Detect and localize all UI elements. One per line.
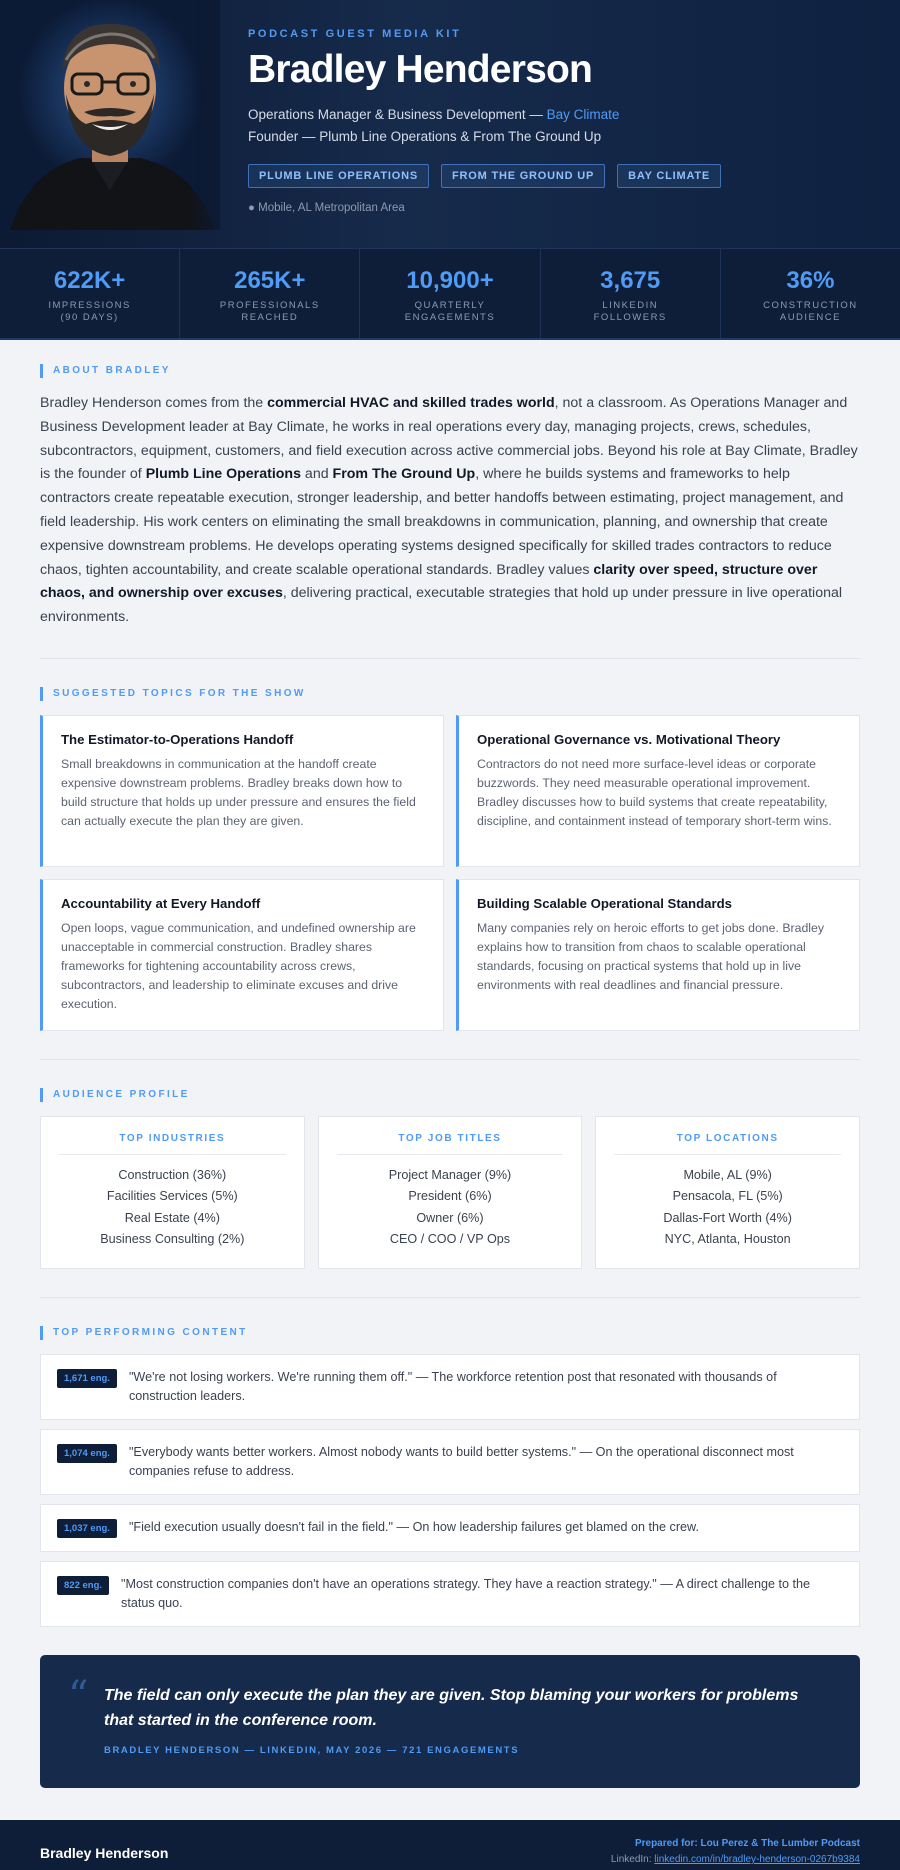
stat-construction-audience (721, 249, 900, 338)
post-item (40, 1561, 860, 1627)
stat-value: 265K+ (234, 267, 306, 294)
audience-section-title: AUDIENCE PROFILE (40, 1088, 860, 1102)
stat-value: 622K+ (53, 267, 126, 294)
guest-location: ● Mobile, AL Metropolitan Area (248, 202, 405, 214)
pull-quote (40, 1655, 860, 1788)
topic-title: Operational Governance vs. Motivational Theory (477, 731, 781, 747)
engagement-badge: 1,671 eng. (57, 1369, 117, 1388)
topic-body: Contractors do not need more surface-level ideas or corporate buzzwords. They need measurable operational improvement. Bradley discusses how to build systems that create repeatability, discipline, and containment instead of temporary short-term wins. (477, 756, 832, 828)
topics-section-title: SUGGESTED TOPICS FOR THE SHOW (40, 687, 860, 701)
audience-card-locations (595, 1116, 860, 1269)
linkedin-link[interactable]: linkedin.com/in/bradley-henderson-0267b9384 (654, 1854, 860, 1865)
hero-text (248, 28, 860, 214)
founder-line: Founder — Plumb Line Operations & From The Ground Up (248, 129, 602, 144)
audience-item: President (6%) (408, 1189, 492, 1204)
stat-followers (541, 249, 721, 338)
stat-label: PROFESSIONALS REACHED (219, 300, 320, 323)
topic-card (40, 715, 444, 867)
audience-card-title: TOP INDUSTRIES (59, 1133, 286, 1155)
footer (0, 1820, 900, 1870)
audience-item: CEO / COO / VP Ops (389, 1232, 511, 1247)
audience-item: Dallas-Fort Worth (4%) (663, 1210, 792, 1225)
bio-highlight: From The Ground Up (332, 466, 476, 483)
audience-item: Pensacola, FL (5%) (672, 1189, 783, 1204)
stat-value: 36% (786, 267, 835, 294)
quote-text: The field can only execute the plan they are given. Stop blaming your workers for problems that started in the conference room. (104, 1686, 799, 1729)
engagement-badge: 1,074 eng. (57, 1444, 117, 1463)
post-text: "Field execution usually doesn't fail in the field." — On how leadership failures get blamed on the crew. (128, 1519, 699, 1534)
stat-label: LINKEDIN FOLLOWERS (593, 300, 667, 323)
hero-banner (0, 0, 900, 248)
stat-impressions (0, 249, 180, 338)
section-divider (40, 658, 860, 659)
stat-label: CONSTRUCTION AUDIENCE (763, 300, 858, 323)
company-tags (248, 164, 860, 188)
audience-item: Real Estate (4%) (124, 1210, 220, 1225)
quote-attribution: BRADLEY HENDERSON — LINKEDIN, MAY 2026 — 721 ENGAGEMENTS (104, 1744, 520, 1756)
tag-from-the-ground-up: FROM THE GROUND UP (441, 164, 605, 188)
stat-label: QUARTERLY ENGAGEMENTS (404, 300, 496, 323)
topic-title: Building Scalable Operational Standards (477, 895, 733, 911)
stat-value: 10,900+ (406, 267, 494, 294)
stats-bar (0, 248, 900, 340)
audience-item: Facilities Services (5%) (106, 1189, 238, 1204)
topic-card (456, 879, 860, 1031)
audience-item: Project Manager (9%) (388, 1167, 512, 1182)
post-item (40, 1354, 860, 1420)
stat-engagements (360, 249, 540, 338)
post-text: "Most construction companies don't have an operations strategy. They have a reaction strategy." — A direct challenge to the status quo. (121, 1576, 811, 1610)
post-text: "We're not losing workers. We're running them off." — The workforce retention post that resonated with thousands of construction leaders. (128, 1369, 777, 1403)
topic-title: The Estimator-to-Operations Handoff (61, 731, 294, 747)
role-company: Bay Climate (546, 107, 620, 122)
bio-highlight: commercial HVAC and skilled trades world (267, 395, 555, 411)
topic-body: Open loops, vague communication, and undefined ownership are unacceptable in commercial construction. Bradley shares frameworks for tightening accountability across crews, subcontractors, and leadership to eliminate excuses and drive execution. (61, 920, 416, 1011)
posts-list (40, 1354, 860, 1627)
audience-card-industries (40, 1116, 305, 1269)
prepared-for: Prepared for: Lou Perez & The Lumber Podcast (634, 1838, 860, 1849)
audience-item: Construction (36%) (118, 1167, 227, 1182)
linkedin-line (611, 1854, 860, 1865)
audience-card-title: TOP LOCATIONS (614, 1133, 841, 1155)
bio-highlight: Plumb Line Operations (145, 466, 301, 483)
audience-card-job-titles (318, 1116, 583, 1269)
main-content (0, 340, 900, 1788)
about-section-title: ABOUT BRADLEY (40, 364, 860, 378)
audience-item: Owner (6%) (416, 1210, 484, 1225)
post-text: "Everybody wants better workers. Almost nobody wants to build better systems." — On the operational disconnect most companies refuse to address. (128, 1444, 794, 1478)
audience-grid (40, 1116, 860, 1269)
post-item (40, 1504, 860, 1552)
audience-list (614, 1165, 841, 1251)
content-section-title: TOP PERFORMING CONTENT (40, 1326, 860, 1340)
topics-grid (40, 715, 860, 1031)
stat-label: IMPRESSIONS (90 DAYS) (48, 300, 131, 323)
role-prefix: Operations Manager & Business Development — (248, 107, 547, 122)
tag-bay-climate: BAY CLIMATE (617, 164, 721, 188)
guest-name: Bradley Henderson (248, 48, 593, 91)
topic-body: Small breakdowns in communication at the handoff create expensive downstream problems. Bradley breaks down how to build structure that holds up under pressure and ensures the field can actually execute the plan they are given. (61, 756, 416, 828)
topic-card (456, 715, 860, 867)
audience-card-title: TOP JOB TITLES (337, 1133, 564, 1155)
about-bio: Bradley Henderson comes from the commercial HVAC and skilled trades world, not a classroom. As Operations Manager and Business Development leader at Bay Climate, he works in real operations every day, managing projects, crews, schedules, subcontractors, equipment, customers, and field execution across active commercial jobs. Beyond his role at Bay Climate, Bradley is the founder of Plumb Line Operations and From The Ground Up, where he builds systems and frameworks to help contractors create repeatable execution, stronger leadership, and better handoffs between estimating, project management, and field leadership. His work centers on eliminating the small breakdowns in communication, planning, and ownership that create expensive downstream problems. He develops operating systems designed specifically for skilled trades contractors to reduce chaos, tighten accountability, and create scalable operational standards. Bradley values clarity over speed, structure over chaos, and ownership over excuses, delivering practical, executable strategies that hold up under pressure in live operational environments. (40, 395, 858, 626)
topic-card (40, 879, 444, 1031)
quote-mark-icon: “ (68, 1672, 89, 1719)
profile-photo (0, 0, 220, 230)
audience-list (59, 1165, 286, 1251)
audience-list (337, 1165, 564, 1251)
stat-value: 3,675 (600, 267, 661, 294)
engagement-badge: 822 eng. (57, 1576, 109, 1595)
profile-portrait-icon (0, 0, 220, 230)
audience-item: Mobile, AL (9%) (683, 1167, 772, 1182)
guest-role (248, 104, 860, 148)
engagement-badge: 1,037 eng. (57, 1519, 117, 1538)
linkedin-label: LinkedIn: (610, 1854, 655, 1865)
topic-body: Many companies rely on heroic efforts to get jobs done. Bradley explains how to transition from chaos to scalable operational standards, focusing on practical systems that hold up in live environments with real deadlines and financial pressure. (477, 920, 825, 992)
tag-plumb-line: PLUMB LINE OPERATIONS (248, 164, 429, 188)
bio-highlight: clarity over speed, structure over chaos, and ownership over excuses (40, 561, 818, 602)
footer-name: Bradley Henderson (40, 1845, 169, 1861)
audience-item: NYC, Atlanta, Houston (664, 1232, 791, 1247)
section-divider (40, 1059, 860, 1060)
photo-shade (190, 0, 220, 230)
stat-professionals (180, 249, 360, 338)
post-item (40, 1429, 860, 1495)
media-kit-eyebrow: PODCAST GUEST MEDIA KIT (248, 28, 462, 40)
section-divider (40, 1297, 860, 1298)
topic-title: Accountability at Every Handoff (61, 895, 261, 911)
audience-item: Business Consulting (2%) (100, 1232, 245, 1247)
